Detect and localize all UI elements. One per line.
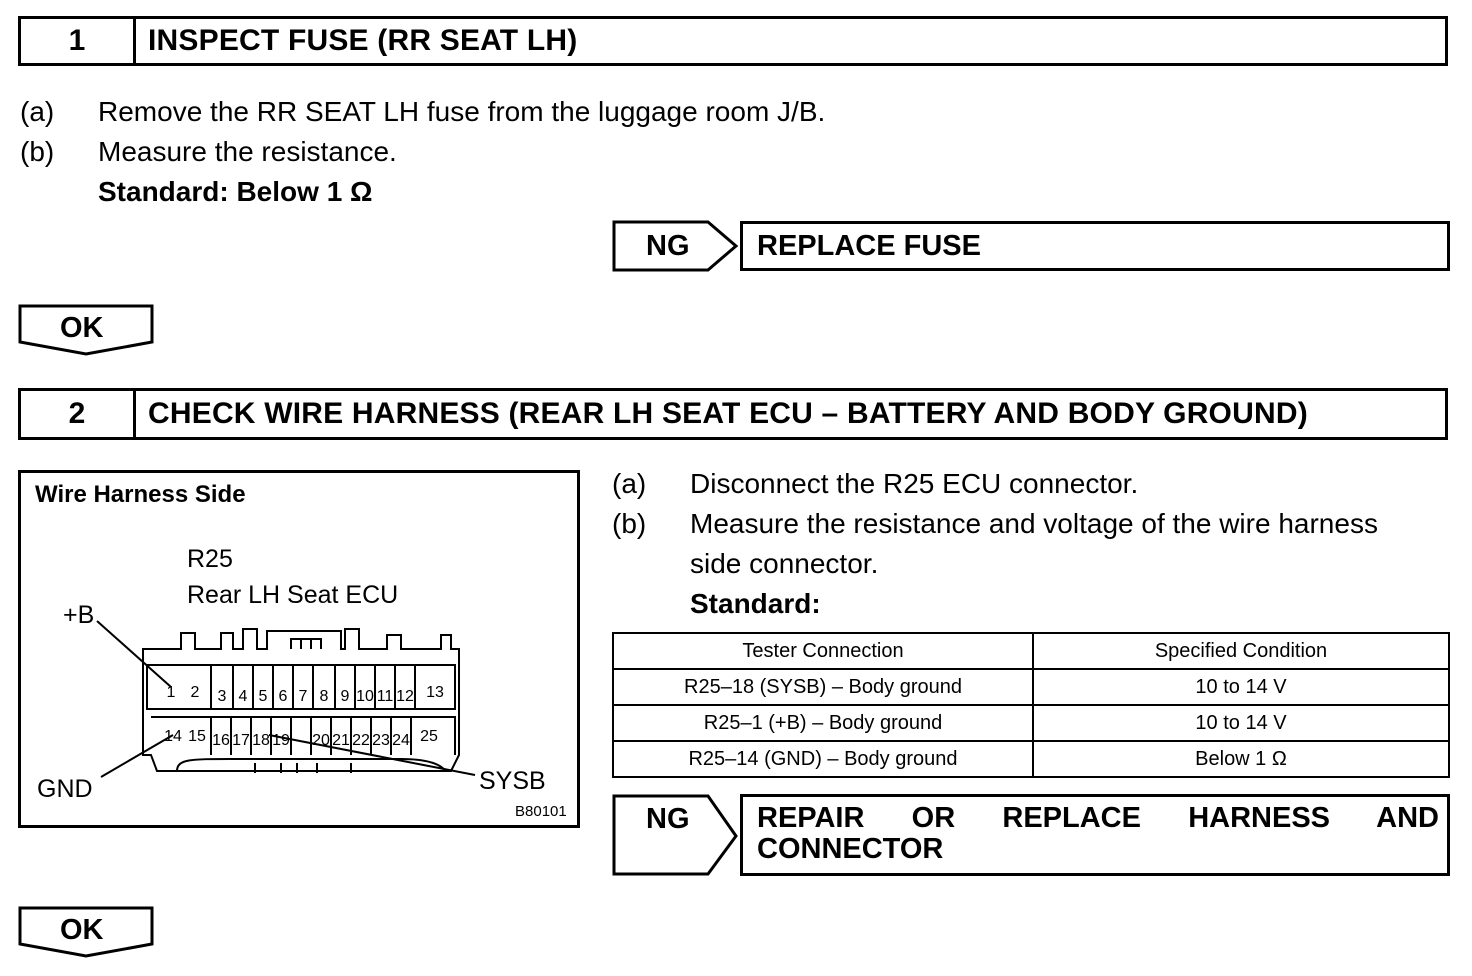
step2-number: 2 <box>21 391 136 437</box>
step1-item-a-text: Remove the RR SEAT LH fuse from the luggage room J/B. <box>98 96 826 127</box>
step1-standard: Standard: Below 1 Ω <box>98 176 373 207</box>
step1-ng-action-text: REPLACE FUSE <box>757 230 981 262</box>
step1-ng-label: NG <box>646 230 690 262</box>
svg-text:8: 8 <box>319 688 329 705</box>
sysb-label: SYSB <box>479 767 546 795</box>
step2-item-b-text: Measure the resistance and voltage of the wire harness <box>690 508 1378 539</box>
table-header-row <box>613 633 1449 669</box>
diagram-title: Wire Harness Side <box>35 481 246 508</box>
step2-ng-label: NG <box>646 803 690 835</box>
svg-text:24: 24 <box>392 732 410 749</box>
step2-ok-label: OK <box>60 914 104 946</box>
table-cell: Below 1 Ω <box>1033 741 1449 777</box>
step1-item-b-text: Measure the resistance. <box>98 136 397 167</box>
spec-table <box>612 632 1450 778</box>
connector-drawing <box>21 473 577 825</box>
svg-text:13: 13 <box>426 684 444 701</box>
step2-standard: Standard: <box>690 588 821 619</box>
connector-id: R25 <box>187 545 233 573</box>
table-row <box>613 705 1449 741</box>
step1-ok-label: OK <box>60 312 104 344</box>
svg-text:11: 11 <box>376 688 394 705</box>
svg-text:3: 3 <box>217 688 227 705</box>
step1-title: INSPECT FUSE (RR SEAT LH) <box>148 24 578 57</box>
table-row <box>613 669 1449 705</box>
svg-text:23: 23 <box>372 732 390 749</box>
svg-text:4: 4 <box>238 688 248 705</box>
plus-b-label: +B <box>63 601 95 629</box>
table-cell: R25–14 (GND) – Body ground <box>613 741 1033 777</box>
table-cell: 10 to 14 V <box>1033 705 1449 741</box>
step2-item-b-label: (b) <box>612 508 647 539</box>
svg-text:17: 17 <box>232 732 250 749</box>
svg-text:15: 15 <box>188 728 206 745</box>
gnd-label: GND <box>37 775 93 803</box>
svg-text:25: 25 <box>420 728 438 745</box>
svg-text:18: 18 <box>252 732 270 749</box>
step2-ng-action-line1: REPAIR OR REPLACE HARNESS AND <box>757 802 1439 834</box>
step2-item-b-text2: side connector. <box>690 548 879 579</box>
svg-text:2: 2 <box>190 684 200 701</box>
step1-header <box>18 16 1448 66</box>
step2-item-a-label: (a) <box>612 468 647 499</box>
table-header-condition: Specified Condition <box>1033 633 1449 669</box>
step2-ng-action-line2: CONNECTOR <box>757 833 944 865</box>
connector-name: Rear LH Seat ECU <box>187 581 399 609</box>
table-row <box>613 741 1449 777</box>
svg-text:16: 16 <box>212 732 230 749</box>
svg-text:12: 12 <box>396 688 414 705</box>
step2-title: CHECK WIRE HARNESS (REAR LH SEAT ECU – BATTERY AND BODY GROUND) <box>148 397 1308 430</box>
step2-ng-action <box>740 794 1450 876</box>
table-cell: 10 to 14 V <box>1033 669 1449 705</box>
svg-text:10: 10 <box>356 688 374 705</box>
table-header-tester: Tester Connection <box>613 633 1033 669</box>
svg-text:6: 6 <box>278 688 288 705</box>
step2-item-a-text: Disconnect the R25 ECU connector. <box>690 468 1139 499</box>
svg-text:9: 9 <box>340 688 350 705</box>
connector-diagram <box>18 470 580 828</box>
svg-text:20: 20 <box>312 732 330 749</box>
table-cell: R25–18 (SYSB) – Body ground <box>613 669 1033 705</box>
step1-item-b-label: (b) <box>20 136 55 167</box>
svg-text:1: 1 <box>166 684 176 701</box>
table-cell: R25–1 (+B) – Body ground <box>613 705 1033 741</box>
step1-ng-action <box>740 221 1450 271</box>
svg-text:7: 7 <box>298 688 308 705</box>
svg-text:19: 19 <box>272 732 290 749</box>
svg-text:22: 22 <box>352 732 370 749</box>
step2-header <box>18 388 1448 440</box>
step1-item-a-label: (a) <box>20 96 55 127</box>
svg-text:21: 21 <box>332 732 350 749</box>
svg-text:5: 5 <box>258 688 268 705</box>
svg-text:14: 14 <box>164 728 182 745</box>
figure-code: B80101 <box>515 803 567 820</box>
step1-number: 1 <box>21 19 136 63</box>
